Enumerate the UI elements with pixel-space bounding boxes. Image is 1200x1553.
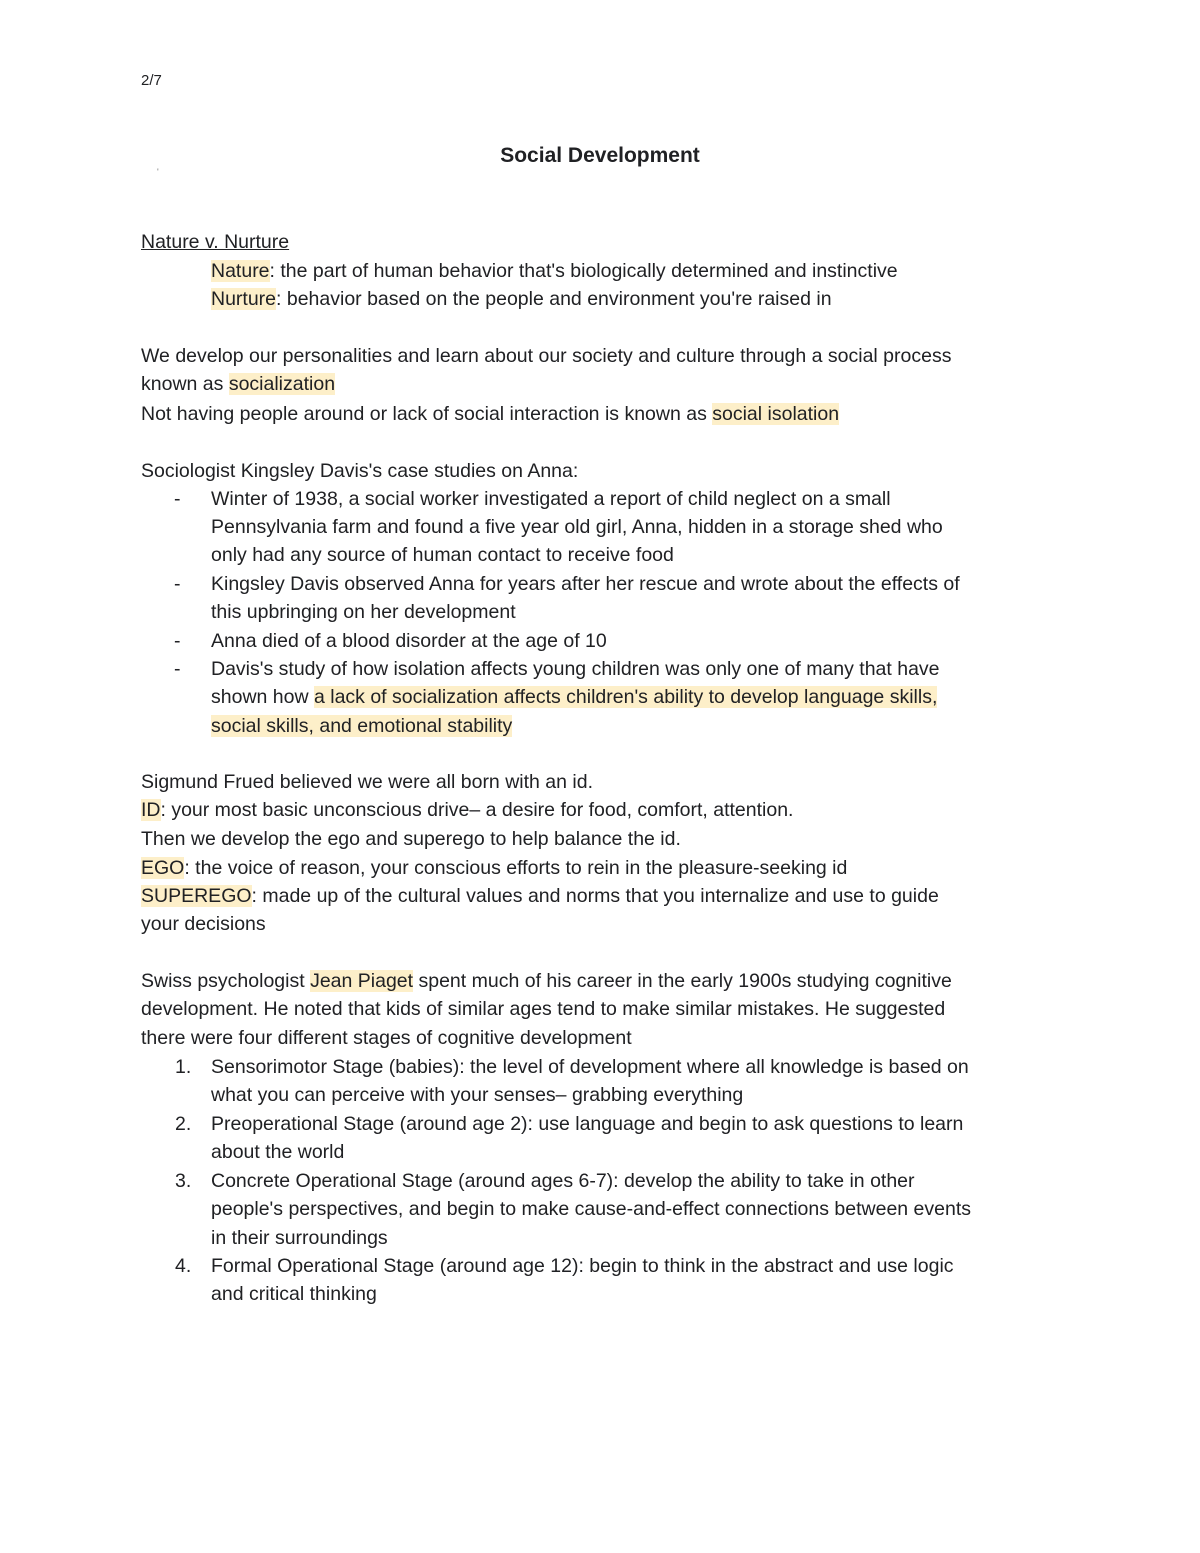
- nature-definition: [211, 259, 898, 283]
- stage-4-line-1: Formal Operational Stage (around age 12): begin to think in the abstract and use logic: [211, 1255, 954, 1277]
- socialization-pre: known as: [141, 373, 229, 395]
- list-bullet: -: [174, 658, 181, 680]
- anna-item-4-line-3: [211, 714, 512, 738]
- ego-def-text: : the voice of reason, your conscious efforts to rein in the pleasure-seeking id: [184, 857, 848, 879]
- superego-definition-cont: your decisions: [141, 913, 266, 935]
- social-isolation-pre: Not having people around or lack of social interaction is known as: [141, 403, 713, 425]
- superego-definition: [141, 884, 939, 908]
- ego-definition: [141, 856, 847, 880]
- list-bullet: -: [174, 630, 181, 652]
- list-bullet: -: [174, 488, 181, 510]
- highlight-socialization-effects-cont: social skills, and emotional stability: [211, 715, 513, 737]
- term-nurture: Nurture: [211, 288, 277, 310]
- superego-def-text: : made up of the cultural values and norms that you internalize and use to guide: [251, 885, 939, 907]
- title-mark: ': [157, 167, 159, 177]
- term-socialization: socialization: [228, 373, 336, 395]
- anna-item-1-line-1: Winter of 1938, a social worker investigated a report of child neglect on a small: [211, 488, 891, 510]
- socialization-line-1: We develop our personalities and learn about our society and culture through a social process: [141, 345, 952, 367]
- anna-item-4-pre: shown how: [211, 686, 314, 708]
- anna-item-4-line-2: [211, 685, 937, 709]
- stage-4-line-2: and critical thinking: [211, 1283, 377, 1305]
- stage-3-line-1: Concrete Operational Stage (around ages 6-7): develop the ability to take in other: [211, 1170, 915, 1192]
- term-jean-piaget: Jean Piaget: [310, 970, 414, 992]
- list-number: 2.: [175, 1113, 192, 1135]
- term-ego: EGO: [141, 857, 185, 879]
- date-header: 2/7: [141, 72, 162, 89]
- highlight-socialization-effects: a lack of socialization affects children's ability to develop language skills,: [313, 686, 938, 708]
- term-social-isolation: social isolation: [712, 403, 840, 425]
- page-title: Social Development: [500, 144, 700, 167]
- nurture-definition: [211, 287, 832, 311]
- list-number: 3.: [175, 1170, 192, 1192]
- social-isolation-line: [141, 402, 839, 426]
- list-number: 4.: [175, 1255, 192, 1277]
- stage-2-line-2: about the world: [211, 1141, 345, 1163]
- anna-item-1-line-2: Pennsylvania farm and found a five year old girl, Anna, hidden in a storage shed who: [211, 516, 943, 538]
- freud-intro: Sigmund Frued believed we were all born with an id.: [141, 771, 593, 793]
- anna-item-2-line-2: this upbringing on her development: [211, 601, 516, 623]
- anna-intro: Sociologist Kingsley Davis's case studies on Anna:: [141, 460, 579, 482]
- piaget-line-2: development. He noted that kids of similar ages tend to make similar mistakes. He suggested: [141, 998, 946, 1020]
- term-nature: Nature: [211, 260, 270, 282]
- id-definition: [141, 798, 793, 822]
- id-def-text: : your most basic unconscious drive– a desire for food, comfort, attention.: [160, 799, 794, 821]
- nature-def-text: : the part of human behavior that's biologically determined and instinctive: [269, 260, 898, 282]
- stage-1-line-2: what you can perceive with your senses– grabbing everything: [211, 1084, 744, 1106]
- stage-2-line-1: Preoperational Stage (around age 2): use language and begin to ask questions to learn: [211, 1113, 964, 1135]
- piaget-line-3: there were four different stages of cognitive development: [141, 1027, 632, 1049]
- stage-3-line-2: people's perspectives, and begin to make cause-and-effect connections between events: [211, 1198, 972, 1220]
- piaget-pre: Swiss psychologist: [141, 970, 311, 992]
- anna-item-1-line-3: only had any source of human contact to receive food: [211, 544, 674, 566]
- piaget-post: spent much of his career in the early 1900s studying cognitive: [413, 970, 952, 992]
- section-heading-nature-nurture: Nature v. Nurture: [141, 231, 290, 253]
- term-id: ID: [141, 799, 161, 821]
- list-number: 1.: [175, 1056, 192, 1078]
- nurture-def-text: : behavior based on the people and environment you're raised in: [276, 288, 832, 310]
- freud-bridge: Then we develop the ego and superego to help balance the id.: [141, 828, 681, 850]
- piaget-line-1: [141, 969, 952, 993]
- list-bullet: -: [174, 573, 181, 595]
- anna-item-2-line-1: Kingsley Davis observed Anna for years after her rescue and wrote about the effects of: [211, 573, 960, 595]
- socialization-line-2: [141, 372, 335, 396]
- term-superego: SUPEREGO: [141, 885, 252, 907]
- stage-3-line-3: in their surroundings: [211, 1227, 388, 1249]
- stage-1-line-1: Sensorimotor Stage (babies): the level of development where all knowledge is based on: [211, 1056, 969, 1078]
- anna-item-4-line-1: Davis's study of how isolation affects young children was only one of many that have: [211, 658, 940, 680]
- anna-item-3-line-1: Anna died of a blood disorder at the age of 10: [211, 630, 607, 652]
